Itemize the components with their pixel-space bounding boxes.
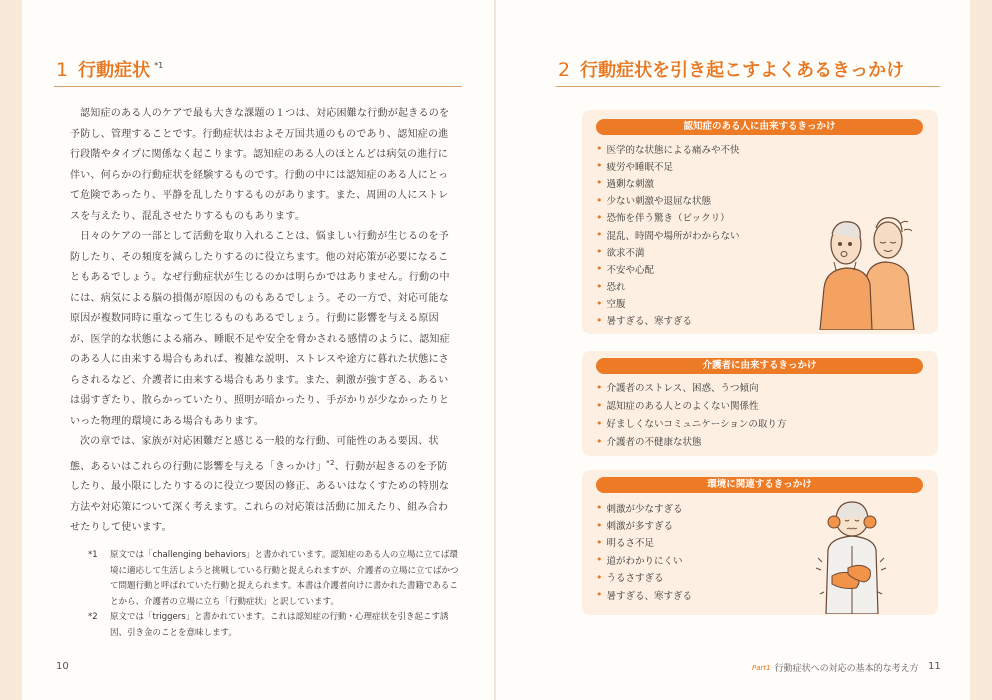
bullet-dot-icon: • (596, 501, 603, 515)
list-item: • 暑すぎる、寒すぎる (596, 313, 693, 328)
section-2-heading (558, 56, 904, 82)
list-item: • 少ない刺激や退屈な状態 (596, 193, 712, 208)
footnote-mark: *1 (154, 61, 164, 70)
page-number-right: 11 (928, 661, 941, 672)
list-item: • 空腹 (596, 296, 626, 311)
trigger-box-person (582, 110, 938, 334)
bullet-dot-icon: • (596, 588, 603, 602)
list-item: • 認知症のある人とのよくない関係性 (596, 398, 759, 412)
list-item: • 明るさ不足 (596, 535, 655, 550)
footnote-1 (88, 548, 460, 610)
paragraph-3-part-b: 、行動が起きるのを予防したり、最小限にしたりするのに役立つ要因の修正、あるいはなくすための特別な方法や対応策について深く考えます。これらの対応策は活動に加えたり、組み合わせたりして使います。 (70, 460, 450, 534)
list-item: • うるさすぎる (596, 570, 664, 585)
list-item: • 刺激が少なすぎる (596, 501, 683, 515)
footnote-ref-2: *2 (326, 458, 335, 467)
bullet-dot-icon: • (596, 176, 603, 190)
bullet-dot-icon: • (596, 398, 603, 412)
startled-men-illustration (810, 202, 928, 330)
list-item: • 刺激が多すぎる (596, 518, 674, 533)
trigger-list (596, 140, 740, 329)
paragraph-1: 認知症のある人のケアで最も大きな課題の１つは、対応困難な行動が起きるのを予防し、管理することです。行動症状はおよそ万国共通のものであり、認知症の進行段階やタイプに関係なく起こります。認知症のある人のほとんどは病気の進行に伴い、何らかの行動症状を経験するものです。行動の中には認知症のある人にとって危険であったり、平静を乱したりするものがあります。また、周囲の人にストレスを与えたり、混乱させたりするものもあります。 (70, 108, 450, 222)
bullet-dot-icon: • (596, 553, 603, 567)
list-item: • 道がわかりにくい (596, 553, 683, 567)
footnote-2 (88, 610, 460, 641)
paragraph-3 (70, 432, 450, 539)
footnote-text: 原文では「challenging behaviors」と書かれています。認知症のある人の立場に立てば環境に適応して生活しようと挑戦している行動と捉えられますが、介護者の立場に立てばかつて問題行動と呼ばれていた行動と捉えられます。本書は介護者向けに書かれた書籍であることから、介護者の立場に立ち「行動症状」と訳しています。 (110, 550, 459, 607)
bullet-dot-icon: • (596, 193, 603, 207)
list-item: • 欲求不満 (596, 245, 645, 259)
footnote-text: 原文では「triggers」と書かれています。これは認知症の行動・心理症状を引き起こす誘因、引き金のことを意味します。 (110, 612, 449, 638)
section-number: 2 (558, 59, 571, 81)
cold-person-illustration (812, 498, 892, 614)
section-1-rule (54, 86, 462, 87)
list-item: • 好ましくないコミュニケーションの取り方 (596, 416, 787, 430)
section-2-rule (556, 86, 940, 87)
bullet-dot-icon: • (596, 245, 603, 259)
book-spine (494, 0, 496, 700)
running-title: 行動症状への対応の基本的な考え方 (774, 664, 919, 674)
list-item: • 恐れ (596, 279, 626, 294)
footnote-mark: *1 (88, 550, 98, 560)
bullet-dot-icon: • (596, 518, 603, 532)
list-item: • 混乱、時間や場所がわからない (596, 228, 740, 242)
bullet-dot-icon: • (596, 380, 603, 394)
list-item: • 暑すぎる、寒すぎる (596, 588, 693, 602)
footnotes (88, 548, 460, 641)
trigger-box-caregiver (582, 351, 938, 456)
list-item: • 恐怖を伴う驚き（ビックリ） (596, 210, 730, 225)
list-item: • 介護者の不健康な状態 (596, 434, 702, 448)
bullet-dot-icon: • (596, 535, 603, 549)
box-heading: 環境に関連するきっかけ (596, 477, 923, 493)
bullet-dot-icon: • (596, 570, 603, 584)
running-footer (752, 661, 919, 674)
body-text (70, 104, 450, 539)
list-item: • 医学的な状態による痛みや不快 (596, 142, 740, 156)
section-title: 行動症状を引き起こすよくあるきっかけ (580, 60, 905, 81)
trigger-list (596, 499, 692, 603)
section-title: 行動症状 (78, 60, 151, 81)
paragraph-3-part-a: 次の章では、家族が対応困難だと感じる一般的な行動、可能性のある要因、状態、あるいはこれらの行動に影響を与える「きっかけ」 (70, 436, 439, 472)
trigger-list (596, 378, 786, 450)
bullet-dot-icon: • (596, 279, 603, 293)
section-number: 1 (56, 59, 69, 81)
list-item: • 不安や心配 (596, 262, 655, 276)
trigger-box-environment (582, 470, 938, 615)
bullet-dot-icon: • (596, 313, 603, 327)
list-item: • 過剰な刺激 (596, 176, 655, 190)
footnote-mark: *2 (88, 612, 98, 622)
page-number-left: 10 (56, 661, 69, 672)
section-1-heading (56, 56, 163, 82)
bullet-dot-icon: • (596, 416, 603, 430)
box-heading: 介護者に由来するきっかけ (596, 358, 923, 374)
list-item: • 疲労や睡眠不足 (596, 159, 674, 173)
bullet-dot-icon: • (596, 262, 603, 276)
bullet-dot-icon: • (596, 296, 603, 310)
bullet-dot-icon: • (596, 434, 603, 448)
bullet-dot-icon: • (596, 228, 603, 242)
paragraph-2: 日々のケアの一部として活動を取り入れることは、悩ましい行動が生じるのを予防したり、その頻度を減らしたりするのに役立ちます。他の対応策が必要になることもあるでしょう。なぜ行動症状が生じるのかは明らかではありません。行動の中には、病気による脳の損傷が原因のものもあるでしょう。その一方で、対応可能な原因が複数同時に重なって生じるものもあるでしょう。行動に影響を与える原因が、医学的な状態による痛み、睡眠不足や安全を脅かされる感情のように、認知症のある人に由来する場合もあれば、複雑な説明、ストレスや途方に暮れた状態にさらされるなど、介護者に由来する場合もあります。また、刺激が強すぎる、あるいは弱すぎたり、散らかっていたり、照明が暗かったり、手がかりが少なかったりといった物理的環境にある場合もあります。 (70, 231, 450, 427)
bullet-dot-icon: • (596, 159, 603, 173)
running-part: Part1 (752, 663, 771, 672)
bullet-dot-icon: • (596, 210, 603, 224)
list-item: • 介護者のストレス、困惑、うつ傾向 (596, 380, 759, 394)
bullet-dot-icon: • (596, 142, 603, 156)
box-heading: 認知症のある人に由来するきっかけ (596, 119, 923, 135)
